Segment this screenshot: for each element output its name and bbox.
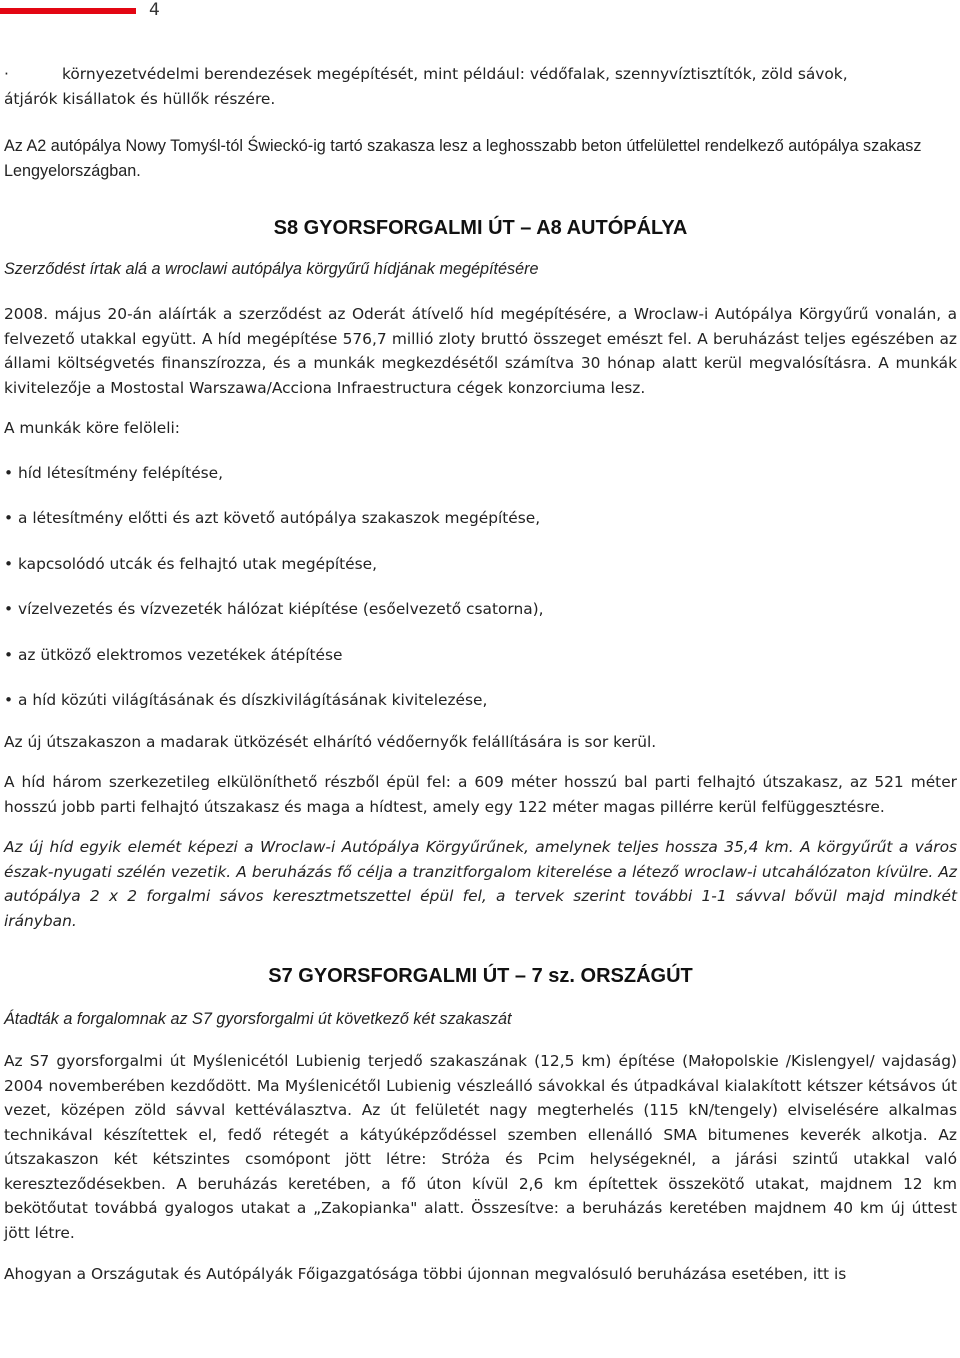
scope-list xyxy=(4,461,957,734)
list-item: • vízelvezetés és vízvezeték hálózat kiépítése (esőelvezető csatorna), xyxy=(4,597,957,643)
s8-subheading: Szerződést írtak alá a wroclawi autópálya körgyűrű hídjának megépítésére xyxy=(4,260,539,278)
bridge-structure-paragraph: A híd három szerkezetileg elkülöníthető részből épül fel: a 609 méter hosszú bal parti felhajtó útszakasz, az 521 méter hosszú jobb parti felhajtó útszakasz és maga a hídtest, amely egy 122 méter magas pillérre kerül felfüggesztésre. xyxy=(4,773,957,816)
bullet-dot-icon: · xyxy=(4,65,9,83)
s8-heading: S8 GYORSFORGALMI ÚT – A8 AUTÓPÁLYA xyxy=(273,217,688,239)
environment-item xyxy=(4,62,957,87)
ring-road-paragraph: Az új híd egyik elemét képezi a Wroclaw-i Autópálya Körgyűrűnek, amelynek teljes hossza 35,4 km. A körgyűrűt a város észak-nyugati szélén vezetik. A beruházás fő célja a tranzitforgalom kiterelése a létező wroclaw-i utcahálózaton kívülre. Az autópálya 2 x 2 forgalmi sávos keresztmetszettel épül fel, a tervek szerint további 1-1 sávval bővül majd mindkét irányban. xyxy=(4,838,957,930)
header-accent-bar xyxy=(0,8,136,14)
list-item: • kapcsolódó utcák és felhajtó utak megépítése, xyxy=(4,552,957,598)
s7-paragraph: Az S7 gyorsforgalmi út Myślenicétól Lubienig terjedő szakaszának (12,5 km) építése (Małopolskie /Kislengyel/ vajdaság) 2004 novemberében kezdődött. Ma Myślenicétől Lubienig vészleálló sávokkal és útpadkával kialakított kétszer kétsávos út vezet, középen zöld sávval kettéválasztva. Az út felületét nagy megterhelés (115 kN/tengely) elviselésére alkalmas technikával készítettek el, fedő rétegét a kátyúképződéssel szemben ellenálló SMA bitumenes keverék alkotja. Az útszakaszon két kétszintes csomópont jött létre: Stróża és Pcim helységeknél, a járási szintű utakkal való kereszteződésekben. A beruházás keretében, a fő úton kívül 2,6 km építettek összekötő utakat, majdnem 12 km bekötőutat továbbá gyalogos utakat a „Zakopianka" alatt. Összesítve: a beruházás keretében majdnem 40 km új úttest jött létre. xyxy=(4,1052,957,1242)
list-item: • az ütköző elektromos vezetékek átépítése xyxy=(4,643,957,689)
a2-paragraph: Az A2 autópálya Nowy Tomyśl-tól Świeckó-ig tartó szakasza lesz a leghosszabb beton útfelülettel rendelkező autópálya szakasz Lengyelországban. xyxy=(4,137,922,180)
list-item: • a létesítmény előtti és azt követő autópálya szakaszok megépítése, xyxy=(4,506,957,552)
s7-subheading: Átadták a forgalomnak az S7 gyorsforgalmi út következő két szakaszát xyxy=(4,1010,512,1028)
list-item: • a híd közúti világításának és díszkivilágításának kivitelezése, xyxy=(4,688,957,734)
s8-paragraph: 2008. május 20-án aláírták a szerződést az Oderát átívelő híd megépítésére, a Wroclaw-i Autópálya Körgyűrű vonalán, a felvezető utakkal együtt. A híd megépítése 576,7 millió zloty bruttó összeget emészt fel. A beruházást teljes egészében az állami költségvetés finanszírozza, és a munkák megkezdésétől számítva 30 hónap alatt kerül megvalósításra. A munkák kivitelezője a Mostostal Warszawa/Acciona Infraestructura cégek konzorciuma lesz. xyxy=(4,305,957,397)
list-item: • híd létesítmény felépítése, xyxy=(4,461,957,507)
noise-barrier-line: Az új útszakaszon a madarak ütközését elhárító védőernyők felállítására is sor kerül. xyxy=(4,732,657,751)
environment-line-1: környezetvédelmi berendezések megépítését, mint például: védőfalak, szennyvíztisztítók, zöld sávok, xyxy=(62,65,848,83)
scope-intro: A munkák köre felöleli: xyxy=(4,419,180,437)
s7-last-line: Ahogyan a Országutak és Autópályák Főigazgatósága többi újonnan megvalósuló beruházása esetében, itt is xyxy=(4,1265,847,1283)
page-number: 4 xyxy=(149,0,160,20)
s7-heading: S7 GYORSFORGALMI ÚT – 7 sz. ORSZÁGÚT xyxy=(268,965,693,987)
environment-line-2: átjárók kisállatok és hüllők részére. xyxy=(4,89,276,108)
page-content xyxy=(4,62,957,1287)
